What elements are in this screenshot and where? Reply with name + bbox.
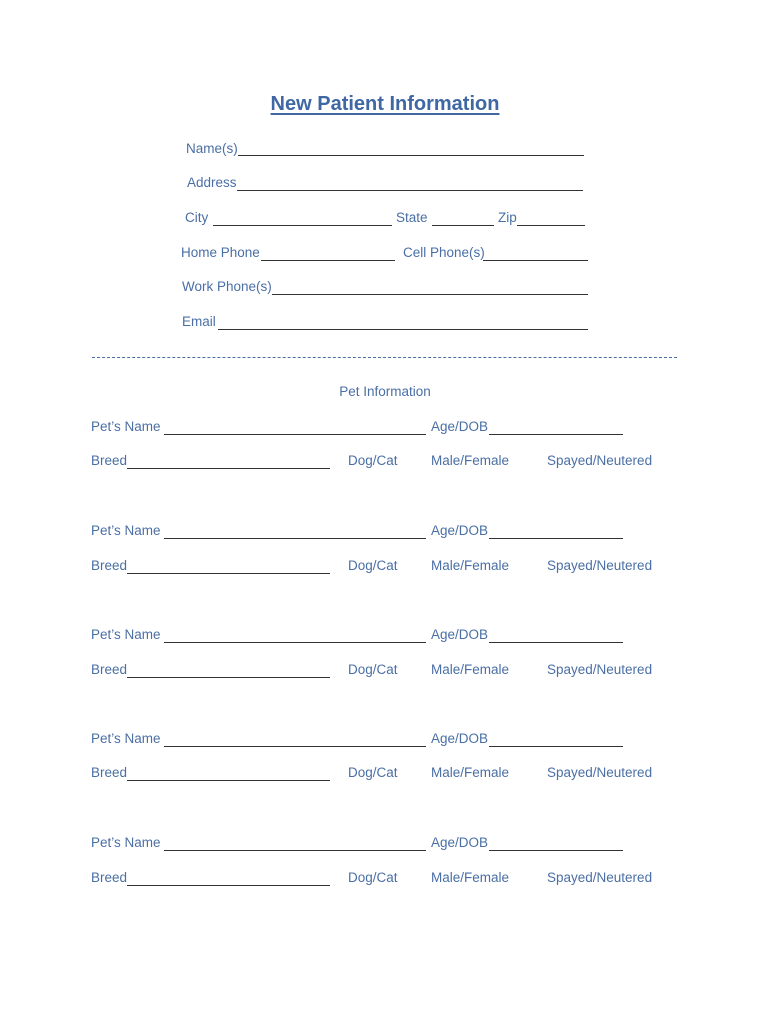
pet-block	[0, 834, 770, 894]
cell-phone-label: Cell Phone(s)	[403, 245, 485, 260]
spayed-neutered-option[interactable]: Spayed/Neutered	[547, 558, 653, 573]
sex-option[interactable]: Male/Female	[431, 870, 510, 885]
email-label: Email	[182, 314, 216, 329]
city-field[interactable]	[213, 225, 392, 226]
pet-name-label: Pet’s Name	[91, 835, 161, 850]
state-label: State	[396, 210, 428, 225]
section-divider	[92, 357, 677, 358]
work-phone-label: Work Phone(s)	[182, 279, 272, 294]
breed-field[interactable]	[127, 780, 330, 781]
email-field[interactable]	[218, 329, 588, 330]
spayed-neutered-option[interactable]: Spayed/Neutered	[547, 765, 653, 780]
spayed-neutered-option[interactable]: Spayed/Neutered	[547, 453, 653, 468]
address-label: Address	[187, 175, 237, 190]
pet-name-field[interactable]	[164, 746, 426, 747]
sex-option[interactable]: Male/Female	[431, 453, 510, 468]
breed-label: Breed	[91, 765, 128, 780]
species-option[interactable]: Dog/Cat	[348, 765, 398, 780]
age-dob-label: Age/DOB	[431, 523, 489, 538]
breed-field[interactable]	[127, 677, 330, 678]
names-field[interactable]	[238, 155, 584, 156]
species-option[interactable]: Dog/Cat	[348, 453, 398, 468]
age-dob-label: Age/DOB	[431, 627, 489, 642]
spayed-neutered-option[interactable]: Spayed/Neutered	[547, 870, 653, 885]
pet-block	[0, 730, 770, 790]
sex-option[interactable]: Male/Female	[431, 765, 510, 780]
age-dob-field[interactable]	[489, 538, 623, 539]
species-option[interactable]: Dog/Cat	[348, 870, 398, 885]
age-dob-field[interactable]	[489, 434, 623, 435]
sex-option[interactable]: Male/Female	[431, 662, 510, 677]
age-dob-label: Age/DOB	[431, 731, 489, 746]
pet-name-label: Pet’s Name	[91, 627, 161, 642]
pet-name-field[interactable]	[164, 642, 426, 643]
pet-name-field[interactable]	[164, 538, 426, 539]
age-dob-field[interactable]	[489, 642, 623, 643]
age-dob-label: Age/DOB	[431, 835, 489, 850]
pet-name-label: Pet’s Name	[91, 419, 161, 434]
pet-name-field[interactable]	[164, 434, 426, 435]
cell-phone-field[interactable]	[483, 260, 588, 261]
pet-block	[0, 418, 770, 478]
state-field[interactable]	[432, 225, 494, 226]
age-dob-field[interactable]	[489, 850, 623, 851]
pet-block	[0, 626, 770, 686]
breed-field[interactable]	[127, 468, 330, 469]
zip-field[interactable]	[517, 225, 585, 226]
breed-label: Breed	[91, 662, 128, 677]
breed-field[interactable]	[127, 573, 330, 574]
sex-option[interactable]: Male/Female	[431, 558, 510, 573]
breed-label: Breed	[91, 453, 128, 468]
age-dob-field[interactable]	[489, 746, 623, 747]
city-label: City	[185, 210, 209, 225]
pet-name-label: Pet’s Name	[91, 731, 161, 746]
breed-label: Breed	[91, 870, 128, 885]
pet-block	[0, 522, 770, 582]
species-option[interactable]: Dog/Cat	[348, 558, 398, 573]
spayed-neutered-option[interactable]: Spayed/Neutered	[547, 662, 653, 677]
species-option[interactable]: Dog/Cat	[348, 662, 398, 677]
breed-label: Breed	[91, 558, 128, 573]
names-label: Name(s)	[186, 141, 238, 156]
page-title: New Patient Information	[270, 93, 500, 115]
age-dob-label: Age/DOB	[431, 419, 489, 434]
home-phone-field[interactable]	[261, 260, 395, 261]
pet-information-heading: Pet Information	[339, 384, 431, 399]
work-phone-field[interactable]	[272, 294, 588, 295]
zip-label: Zip	[498, 210, 517, 225]
pet-name-field[interactable]	[164, 850, 426, 851]
pet-name-label: Pet’s Name	[91, 523, 161, 538]
breed-field[interactable]	[127, 885, 330, 886]
home-phone-label: Home Phone	[181, 245, 260, 260]
address-field[interactable]	[237, 190, 583, 191]
